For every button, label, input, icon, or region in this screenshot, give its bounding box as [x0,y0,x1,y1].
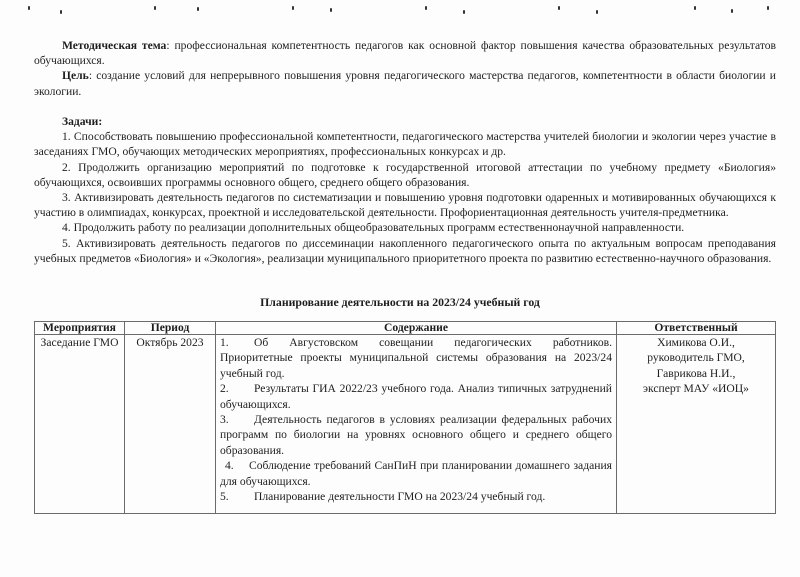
tasks-label: Задачи: [62,115,103,128]
methodical-theme-label: Методическая тема [62,39,167,52]
tasks-section [34,114,776,266]
item-number: 2. [220,382,229,396]
content-item [220,458,612,489]
scan-artifacts [0,0,800,30]
scan-speck [154,6,156,10]
methodical-theme [34,38,776,68]
scan-speck [463,10,465,14]
task-item: 4. Продолжить работу по реализации дополнительных общеобразовательных программ естественнонаучной направленности. [62,221,685,235]
scan-speck [197,7,199,11]
header-content: Содержание [216,322,617,335]
intro-section [34,38,776,99]
item-text: Соблюдение требований СанПиН при планировании домашнего задания для обучающихся. [220,459,612,488]
cell-period: Октябрь 2023 [125,335,216,514]
scan-speck [425,6,427,10]
scan-speck [292,6,294,10]
goal [34,68,776,98]
item-number: 1. [220,336,229,349]
cell-event: Заседание ГМО [35,335,125,514]
scan-speck [28,6,30,10]
header-event: Мероприятия [35,322,125,335]
item-text: Деятельность педагогов в условиях реализации федеральных рабочих программ по биологии на уровнях основного общего и среднего общего образования. [220,413,612,457]
cell-responsible [617,335,776,514]
header-responsible: Ответственный [617,322,776,335]
plan-heading: Планирование деятельности на 2023/24 учебный год [260,295,540,309]
responsible-line: Гаврикова Н.И., [656,366,736,380]
responsible-line: руководитель ГМО, [647,351,745,365]
goal-text: : создание условий для непрерывного повышения уровня педагогического мастерства педагогов, компетентности в области биологии и экологии. [34,69,776,98]
responsible-line: эксперт МАУ «ИОЦ» [643,382,749,396]
task-item: 3. Активизировать деятельность педагогов по систематизации и повышению уровня подготовки одаренных и мотивированных обучающихся к участию в олимпиадах, конкурсах, проектной и исследовательской деятельности. Профориентационная деятельность учителя-предметника. [34,191,776,220]
content-item [220,335,612,381]
responsible-line: Химикова О.И., [657,336,735,349]
scan-speck [596,10,598,14]
scan-speck [731,9,733,13]
task-item: 2. Продолжить организацию мероприятий по подготовке к государственной итоговой аттестации по учебному предмету «Биология» обучающихся, освоивших программы основного общего, среднего общего образования. [34,160,776,189]
item-number: 4. [225,459,234,473]
scan-speck [767,6,769,10]
item-text: Об Августовском совещании педагогических работников. Приоритетные проекты муниципальной системы образования на 2023/24 учебный год. [220,336,612,380]
item-text: Результаты ГИА 2022/23 учебного года. Анализ типичных затруднений обучающихся. [220,382,612,411]
content-item [220,412,612,458]
content-item [220,489,612,504]
cell-content [216,335,617,514]
scan-speck [60,10,62,14]
table-row [35,335,776,514]
table-header-row [35,322,776,335]
scan-speck [558,6,560,10]
methodical-theme-text: : профессиональная компетентность педагогов как основной фактор повышения качества образовательных результатов обучающихся. [34,39,777,68]
item-number: 3. [220,413,229,427]
goal-label: Цель [62,69,89,83]
task-item: 1. Способствовать повышению профессиональной компетентности, педагогического мастерства учителей биологии и экологии через участие в заседаниях ГМО, обучающих методических мероприятиях, профессиональных конкурсах и др. [34,130,776,159]
scan-speck [330,8,332,12]
content-item [220,381,612,412]
task-item: 5. Активизировать деятельность педагогов по диссеминации накопленного педагогического опыта по актуальным вопросам преподавания учебных предметов «Биология» и «Экология», реализации муниципального приоритетного проекта по развитию естественно-научного образования. [34,236,776,265]
scan-speck [694,6,696,10]
plan-table [34,321,776,514]
item-text: Планирование деятельности ГМО на 2023/24 учебный год. [254,490,546,504]
header-period: Период [125,322,216,335]
item-number: 5. [220,490,229,504]
